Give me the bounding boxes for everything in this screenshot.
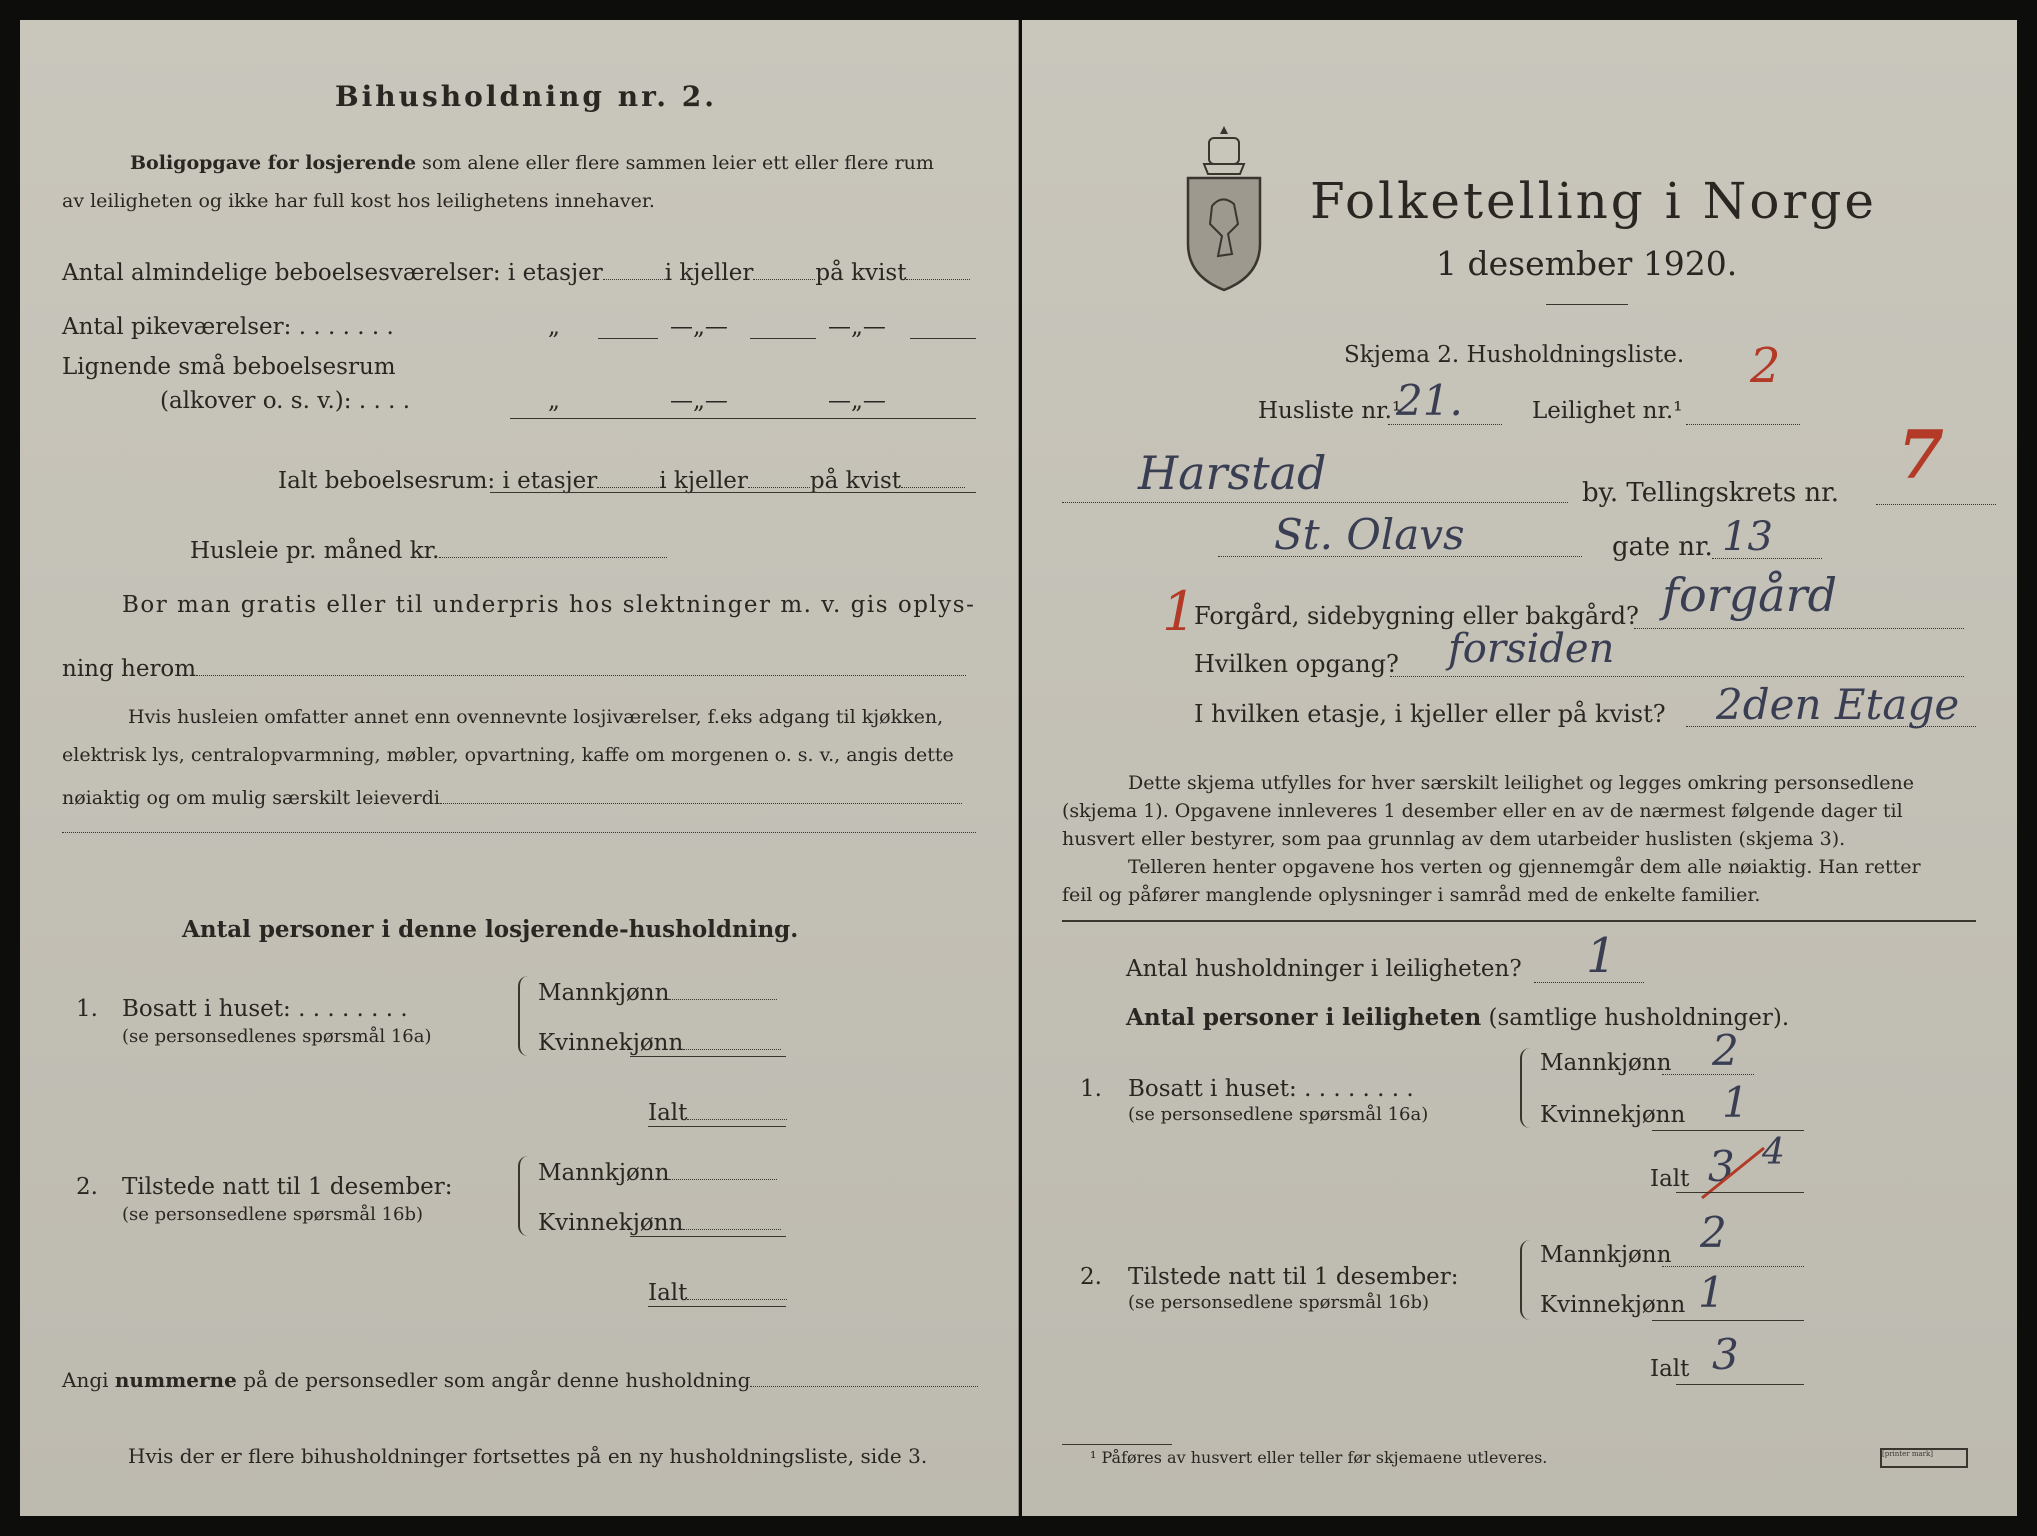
- left-title: Bihusholdning nr. 2.: [335, 80, 717, 113]
- right-q2-label: Tilstede natt til 1 desember:: [1128, 1264, 1459, 1290]
- opgang-label: Hvilken opgang?: [1194, 650, 1399, 678]
- pike-ditto-3: —„—: [828, 314, 886, 340]
- left-q1-sub: (se personsedlenes spørsmål 16a): [122, 1026, 432, 1047]
- hvis-line1: Hvis husleien omfatter annet enn ovennevnte losjiværelser, f.eks adgang til kjøkken,: [128, 706, 944, 728]
- right-q2-mann-label: Mannkjønn: [1540, 1242, 1672, 1268]
- forgaard-label: Forgård, sidebygning eller bakgård?: [1194, 602, 1639, 630]
- right-q1-mann-label: Mannkjønn: [1540, 1050, 1672, 1076]
- bor-line2: [62, 652, 966, 682]
- leilighet-label: Leilighet nr.¹: [1532, 398, 1683, 424]
- husleie-row: [190, 534, 667, 564]
- ialt-rooms-label: Ialt beboelsesrum: i etasjer: [278, 468, 598, 494]
- hvis-line2: elektrisk lys, centralopvarmning, møbler, opvartning, kaffe om morgenen o. s. v., angis dette: [62, 744, 954, 766]
- right-title: Folketelling i Norge: [1310, 172, 1877, 230]
- left-q2-ialt-label: Ialt: [648, 1280, 688, 1306]
- left-q1-ialt-label: Ialt: [648, 1100, 688, 1126]
- right-q1-ialt-label: Ialt: [1650, 1166, 1690, 1192]
- right-q2-sub: (se personsedlene spørsmål 16b): [1128, 1292, 1430, 1313]
- gate-label: gate nr.: [1612, 532, 1713, 562]
- rooms-kvist: på kvist: [815, 260, 907, 286]
- printer-stamp: [printer mark]: [1880, 1448, 1968, 1468]
- left-q2-num: 2.: [76, 1174, 98, 1200]
- rooms-label: Antal almindelige beboelsesværelser: i etasjer: [62, 260, 603, 286]
- left-q2-mann-label: Mannkjønn: [538, 1160, 670, 1186]
- right-personer-row: [1126, 1004, 1789, 1031]
- left-q1-kvinne-row: [538, 1026, 781, 1056]
- ialt-kvist: på kvist: [809, 468, 902, 494]
- right-date: 1 desember 1920.: [1436, 244, 1738, 283]
- right-q2-ialt-value: 3: [1712, 1330, 1739, 1379]
- rooms-kjeller: i kjeller: [664, 260, 754, 286]
- krets-value: 7: [1898, 416, 1944, 494]
- right-q1-mann-value: 2: [1712, 1026, 1739, 1075]
- right-q2-kvinne-label: Kvinnekjønn: [1540, 1292, 1686, 1318]
- hush-label: Antal husholdninger i leiligheten?: [1126, 956, 1522, 982]
- pike-ditto-2: —„—: [670, 314, 728, 340]
- intro-rest: som alene eller flere sammen leier ett eller flere rum: [422, 152, 934, 174]
- left-q1-kvinne-label: Kvinnekjønn: [538, 1030, 684, 1056]
- forgaard-value: forgård: [1662, 568, 1838, 622]
- pike-label: Antal pikeværelser: . . . . . . .: [62, 314, 394, 340]
- right-q1-num: 1.: [1080, 1076, 1102, 1102]
- ialt-rooms-row: [278, 464, 965, 494]
- right-q2-num: 2.: [1080, 1264, 1102, 1290]
- bor-line2-text: ning herom: [62, 656, 197, 682]
- right-q1-kvinne-value: 1: [1722, 1078, 1749, 1127]
- left-q1-ialt-row: [648, 1096, 787, 1126]
- coat-of-arms-icon: [1182, 124, 1266, 294]
- lignende-label: Lignende små beboelsesrum: [62, 354, 396, 380]
- instr-line3: husvert eller bestyrer, som paa grunnlag av dem utarbeider huslisten (skjema 3).: [1062, 828, 1846, 850]
- right-q2-ialt-label: Ialt: [1650, 1356, 1690, 1382]
- ialt-kjeller: i kjeller: [659, 468, 748, 494]
- left-q1-mann-label: Mannkjønn: [538, 980, 670, 1006]
- etasje-value: 2den Etage: [1716, 680, 1960, 729]
- skjema-label: Skjema 2. Husholdningsliste.: [1344, 342, 1685, 368]
- right-q1-kvinne-label: Kvinnekjønn: [1540, 1102, 1686, 1128]
- left-footer: Hvis der er flere bihusholdninger fortsettes på en ny husholdningsliste, side 3.: [128, 1444, 928, 1468]
- right-q2-mann-value: 2: [1700, 1208, 1727, 1257]
- angi-row: [62, 1366, 978, 1392]
- husliste-label: Husliste nr.¹: [1258, 398, 1402, 424]
- right-personer-rest: (samtlige husholdninger).: [1488, 1005, 1790, 1031]
- right-q2-kvinne-value: 1: [1698, 1268, 1725, 1317]
- gate-nr-value: 13: [1722, 514, 1773, 560]
- instr-line1: Dette skjema utfylles for hver særskilt leilighet og legges omkring personsedlene: [1128, 772, 1914, 794]
- right-page: [1022, 20, 2017, 1516]
- by-label: by. Tellingskrets nr.: [1582, 478, 1840, 508]
- right-q1-ialt-value: 3: [1708, 1142, 1735, 1191]
- rooms-row: [62, 256, 970, 286]
- by-value: Harstad: [1138, 446, 1327, 500]
- etasje-label: I hvilken etasje, i kjeller eller på kvist?: [1194, 700, 1666, 728]
- instr-line4: Telleren henter opgavene hos verten og gjennemgår dem alle nøiaktig. Han retter: [1128, 856, 1921, 878]
- left-q2-sub: (se personsedlene spørsmål 16b): [122, 1204, 424, 1225]
- forgaard-mark: 1: [1162, 580, 1197, 643]
- hvis-line3: [62, 784, 962, 809]
- strike-mark: [1698, 1144, 1768, 1202]
- left-personer-title: Antal personer i denne losjerende-husholdning.: [182, 916, 799, 943]
- left-q2-kvinne-row: [538, 1206, 781, 1236]
- left-q1-label: Bosatt i huset: . . . . . . . .: [122, 996, 408, 1022]
- instr-line2: (skjema 1). Opgavene innleveres 1 desember eller en av de nærmest følgende dager til: [1062, 800, 1903, 822]
- left-page: [20, 20, 1019, 1516]
- alkover-ditto: „: [548, 388, 560, 414]
- alkover-label: (alkover o. s. v.): . . . .: [160, 388, 411, 414]
- left-q2-ialt-row: [648, 1276, 787, 1306]
- right-q1-ialt-correction: 4: [1762, 1132, 1785, 1173]
- angi-bold: nummerne: [114, 1368, 237, 1392]
- instr-line5: feil og påfører manglende oplysninger i samråd med de enkelte familier.: [1062, 884, 1761, 906]
- alkover-ditto-3: —„—: [828, 388, 886, 414]
- intro-bold: Boligopgave for losjerende: [130, 152, 417, 174]
- left-q1-mann-row: [538, 976, 777, 1006]
- skjema-hand: 2: [1750, 338, 1781, 394]
- husliste-value: 21.: [1396, 376, 1463, 425]
- opgang-value: forsiden: [1448, 626, 1615, 672]
- alkover-ditto-2: —„—: [670, 388, 728, 414]
- left-q1-num: 1.: [76, 996, 98, 1022]
- angi-rest: på de personsedler som angår denne husholdning: [243, 1368, 751, 1392]
- hush-value: 1: [1586, 928, 1617, 984]
- right-q1-sub: (se personsedlene spørsmål 16a): [1128, 1104, 1429, 1125]
- left-q2-mann-row: [538, 1156, 777, 1186]
- gate-value: St. Olavs: [1274, 510, 1465, 559]
- left-q2-kvinne-label: Kvinnekjønn: [538, 1210, 684, 1236]
- right-q1-label: Bosatt i huset: . . . . . . . .: [1128, 1076, 1414, 1102]
- angi-pre: Angi: [62, 1368, 109, 1392]
- right-personer-bold: Antal personer i leiligheten: [1126, 1004, 1482, 1031]
- left-q2-label: Tilstede natt til 1 desember:: [122, 1174, 453, 1200]
- pike-ditto: „: [548, 314, 560, 340]
- hvis-line3-text: nøiaktig og om mulig særskilt leieverdi: [62, 787, 440, 809]
- husleie-label: Husleie pr. måned kr.: [190, 538, 440, 564]
- intro-line2: av leiligheten og ikke har full kost hos leilighetens innehaver.: [62, 190, 655, 212]
- footnote: ¹ Påføres av husvert eller teller før skjemaene utleveres.: [1090, 1448, 1548, 1467]
- bor-line1: Bor man gratis eller til underpris hos slektninger m. v. gis oplys-: [122, 592, 976, 618]
